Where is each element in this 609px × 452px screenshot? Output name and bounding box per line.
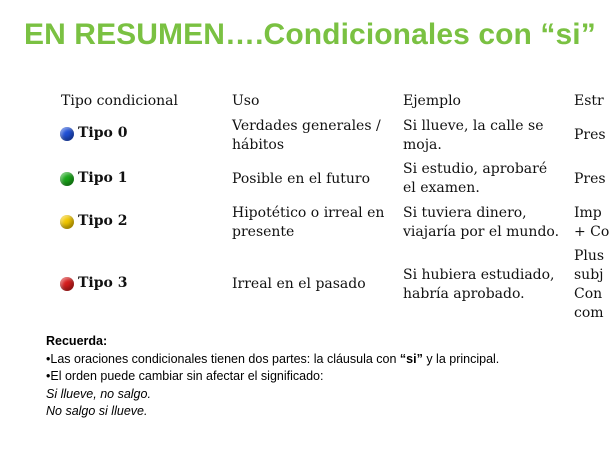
use-cell: Posible en el futuro <box>232 171 371 187</box>
type-label: Tipo 0 <box>78 125 128 141</box>
example-cell: habría aprobado. <box>403 286 525 302</box>
table-row-tipo-3 <box>60 274 127 293</box>
example-cell: moja. <box>403 137 442 153</box>
header-ejemplo: Ejemplo <box>403 93 461 109</box>
use-cell: presente <box>232 224 295 240</box>
notes-line-1-pre: •Las oraciones condicionales tienen dos partes: la cláusula con <box>46 351 400 366</box>
structure-cell: Pres <box>574 127 606 143</box>
type-label: Tipo 1 <box>78 170 128 186</box>
structure-cell: Plus <box>574 248 605 264</box>
structure-cell: + Co <box>574 224 609 240</box>
example-cell: el examen. <box>403 180 480 196</box>
structure-cell: Imp <box>574 205 602 221</box>
use-cell: Irreal en el pasado <box>232 276 366 292</box>
notes-line-1-post: y la principal. <box>422 351 500 366</box>
blue-dot-icon <box>60 127 74 141</box>
yellow-dot-icon <box>60 215 74 229</box>
example-cell: viajaría por el mundo. <box>403 224 560 240</box>
notes-line-2: •El orden puede cambiar sin afectar el significado: <box>46 369 324 383</box>
notes-example-2: No salgo si llueve. <box>46 404 148 418</box>
red-dot-icon <box>60 277 74 291</box>
structure-cell: com <box>574 305 604 321</box>
table-row-tipo-2 <box>60 212 127 231</box>
structure-cell: Pres <box>574 171 606 187</box>
remember-notes <box>46 333 499 421</box>
use-cell: Hipotético o irreal en <box>232 205 385 221</box>
example-cell: Si estudio, aprobaré <box>403 161 548 177</box>
page-title: EN RESUMEN….Condicionales con “si” <box>24 18 596 51</box>
header-tipo: Tipo condicional <box>61 93 178 109</box>
header-uso: Uso <box>232 93 260 109</box>
structure-cell: Con <box>574 286 603 302</box>
notes-example-1: Si llueve, no salgo. <box>46 386 151 401</box>
notes-line-1-bold: “si” <box>399 351 423 366</box>
table-row-tipo-0 <box>60 124 127 143</box>
example-cell: Si hubiera estudiado, <box>403 267 555 283</box>
notes-heading: Recuerda: <box>46 334 108 348</box>
type-label: Tipo 2 <box>78 213 128 229</box>
notes-line-1 <box>46 351 499 369</box>
header-estructura: Estr <box>574 93 604 109</box>
structure-cell: subj <box>574 267 604 283</box>
use-cell: hábitos <box>232 137 285 153</box>
table-row-tipo-1 <box>60 169 127 188</box>
type-label: Tipo 3 <box>78 275 128 291</box>
use-cell: Verdades generales / <box>232 118 381 134</box>
example-cell: Si llueve, la calle se <box>403 118 544 134</box>
green-dot-icon <box>60 172 74 186</box>
example-cell: Si tuviera dinero, <box>403 205 527 221</box>
